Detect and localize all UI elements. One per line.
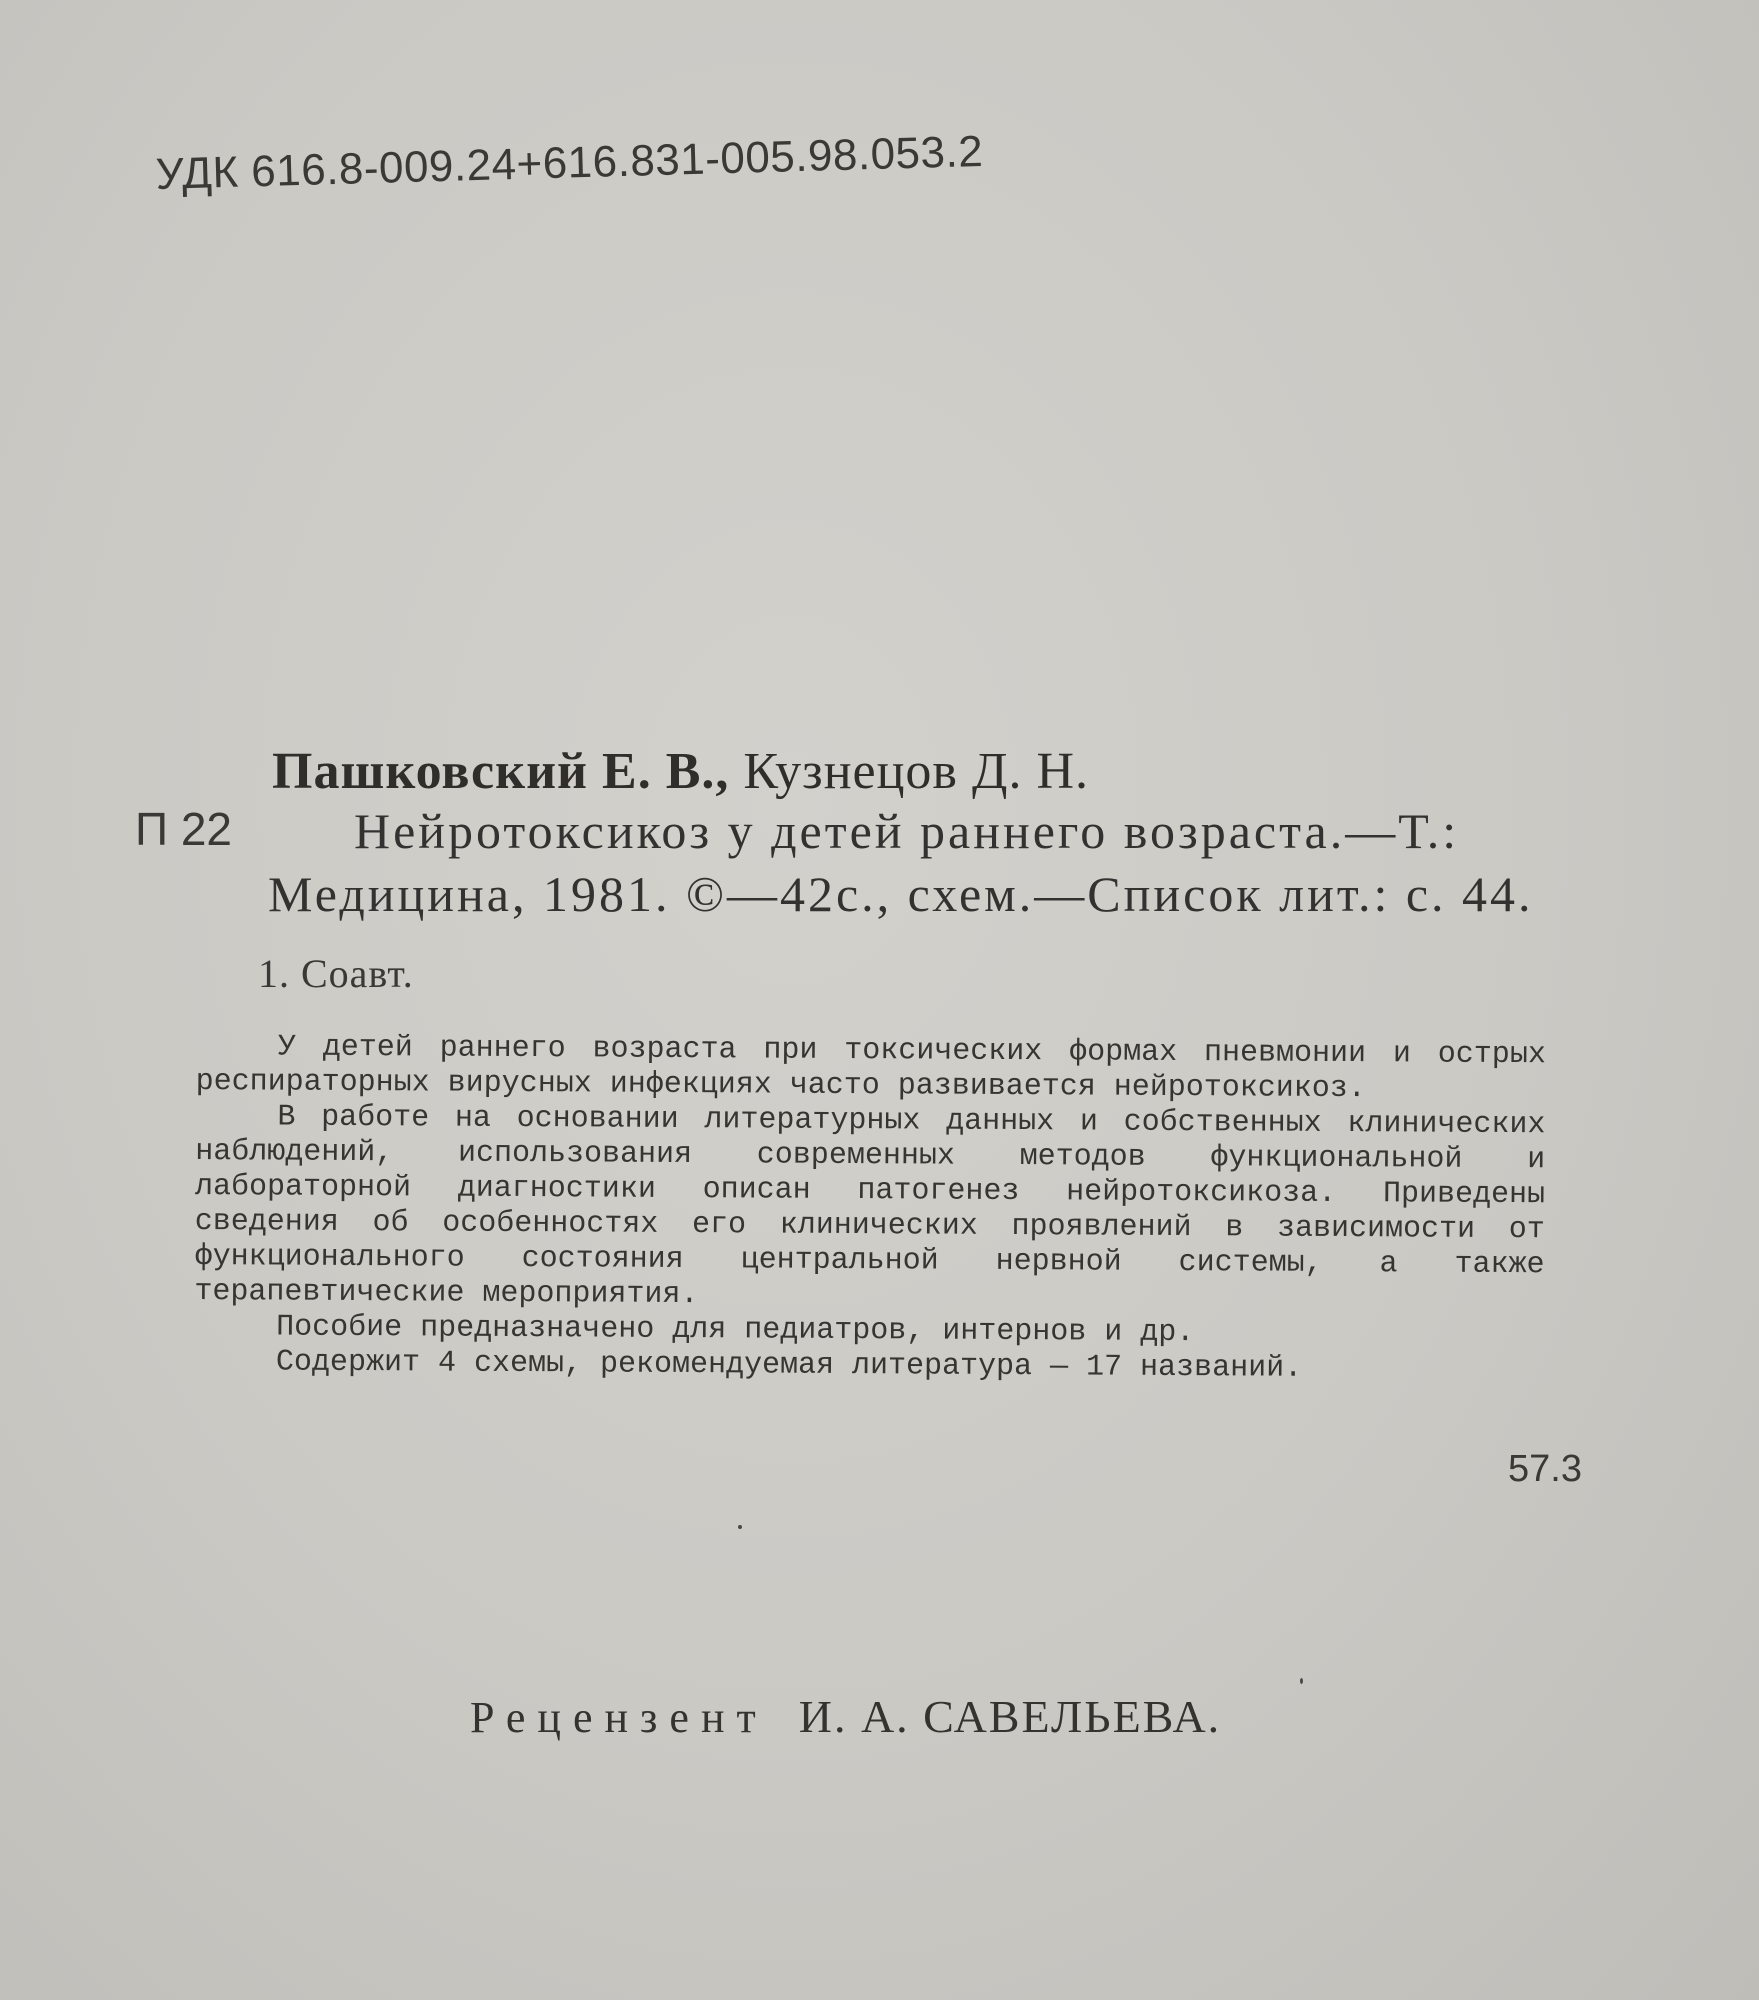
abstract [194, 1030, 1546, 1388]
print-speck [1300, 1678, 1303, 1684]
udk-code: УДК 616.8-009.24+616.831-005.98.053.2 [155, 126, 984, 199]
author-first: Пашковский Е. В., [272, 743, 730, 800]
authors-line [272, 742, 1089, 801]
catalog-code: П 22 [135, 803, 233, 855]
biblio-line-title: Нейротоксикоз у детей раннего возраста.—Т.: [354, 803, 1460, 859]
reviewer-name: И. А. САВЕЛЬЕВА. [798, 1691, 1222, 1742]
reviewer-label: Рецензент [470, 1693, 768, 1742]
coauthor-note: 1. Соавт. [258, 951, 414, 996]
classification-index: 57.3 [1508, 1448, 1582, 1490]
print-speck [738, 1525, 742, 1529]
abstract-paragraph: В работе на основании литературных данных и собственных клинических наблюдений, использования современных методов функциональной и лабораторной диагностики описан патогенез нейротоксикоза. Приведены сведения об особенностях его клинических проявлений в зависимости от функционального состояния центральной нервной системы, а также терапевтические мероприятия. [194, 1100, 1546, 1313]
abstract-paragraph: Пособие предназначено для педиатров, интернов и др. [276, 1310, 1195, 1351]
reviewer-line [470, 1690, 1221, 1743]
biblio-line-publisher: Медицина, 1981. ©—42с., схем.—Список лит.: с. 44. [268, 866, 1534, 922]
abstract-paragraph: Содержит 4 схемы, рекомендуемая литература — 17 названий. [275, 1345, 1303, 1386]
abstract-paragraph: У детей раннего возраста при токсических формах пневмонии и острых респираторных вирусных инфекциях часто развивается нейротоксикоз. [195, 1030, 1546, 1107]
author-second: Кузнецов Д. Н. [743, 743, 1090, 800]
bibliographic-description [268, 800, 1613, 926]
